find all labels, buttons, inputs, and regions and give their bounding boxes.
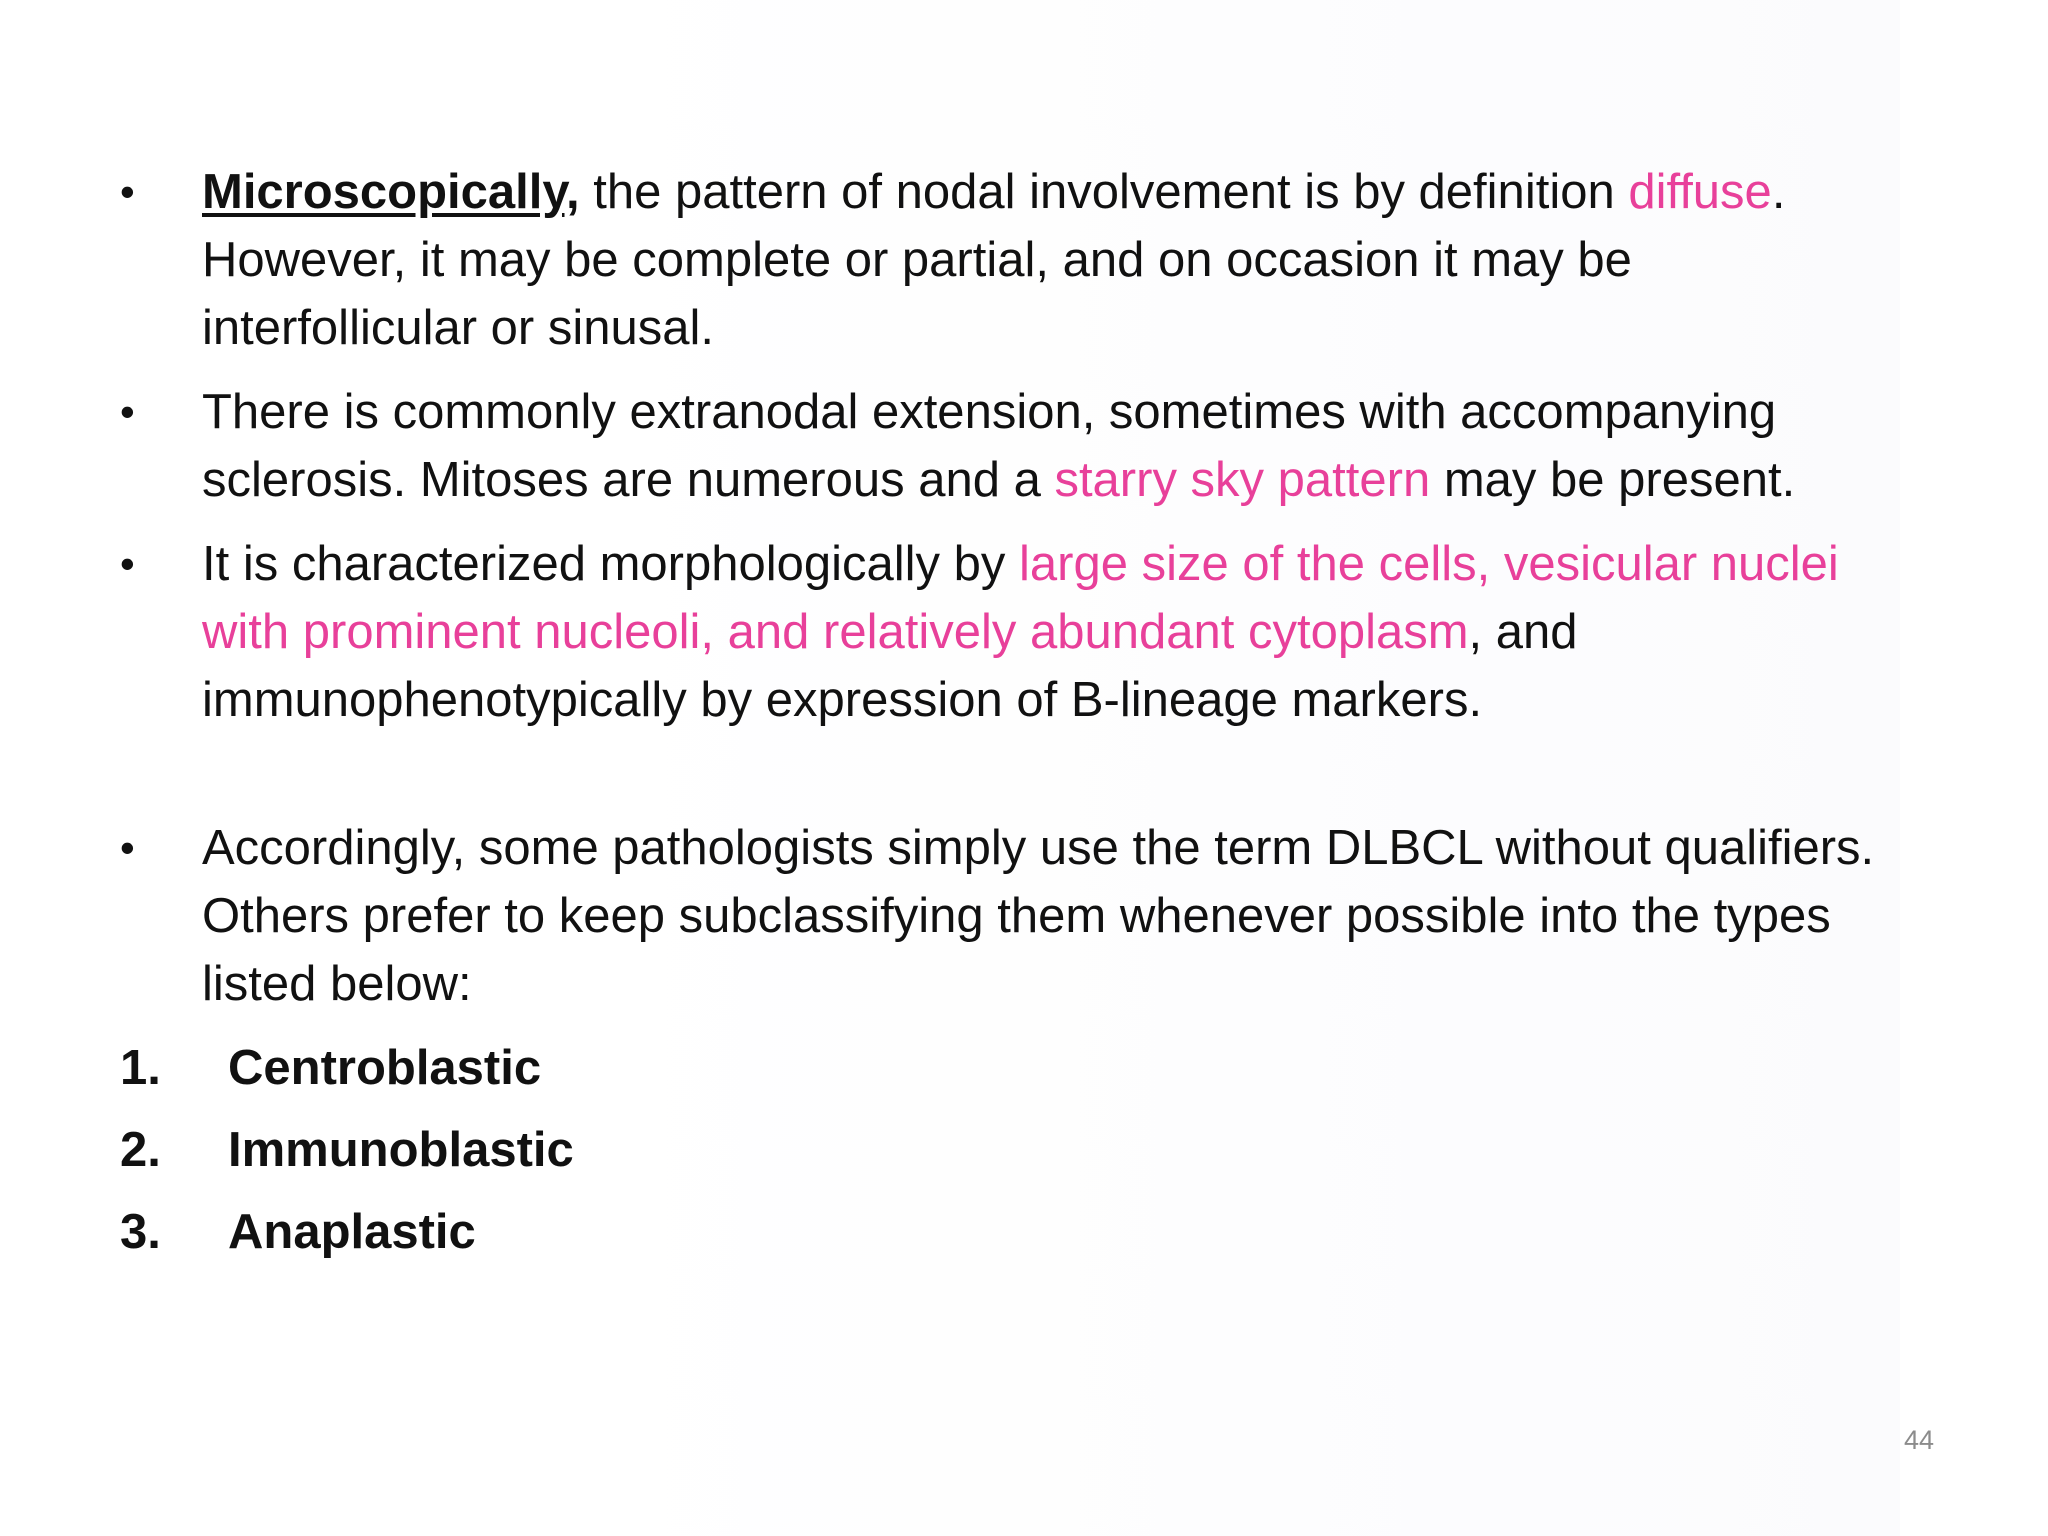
bullet-text: , and immunophenotypically by expression of B-lineage markers. <box>202 605 1578 727</box>
bullet-glyph: • <box>120 540 135 587</box>
highlight-text: diffuse <box>1628 165 1772 219</box>
type-item-centroblastic <box>120 1034 1920 1102</box>
bullet-subclassification <box>120 814 1920 1018</box>
bullet-glyph: • <box>120 168 135 215</box>
bullet-text: Accordingly, some pathologists simply use the term DLBCL without qualifiers. Others prefer to keep subclassifying them whenever possible into the types listed below: <box>202 821 1875 1011</box>
type-item-immunoblastic <box>120 1116 1920 1184</box>
list-number: 3. <box>120 1205 161 1259</box>
type-label: Centroblastic <box>228 1041 542 1095</box>
bullet-text: . However, it may be complete or partial, and on occasion it may be interfollicular or sinusal. <box>202 165 1786 355</box>
bullet-microscopically <box>120 158 1920 362</box>
bullet-morphology <box>120 530 1920 734</box>
list-number: 2. <box>120 1123 161 1177</box>
bullet-text: It is characterized morphologically by <box>202 537 1020 591</box>
type-item-anaplastic <box>120 1198 1920 1266</box>
slide-content <box>120 158 1920 1280</box>
highlight-text: large size of the cells, vesicular nuclei with prominent nucleoli, and relatively abundant cytoplasm <box>202 537 1839 659</box>
bullet-extranodal <box>120 378 1920 514</box>
bullet-text: may be present. <box>1430 453 1796 507</box>
bullet-lead-term: Microscopically, <box>202 165 580 219</box>
type-label: Immunoblastic <box>228 1123 574 1177</box>
bullet-glyph: • <box>120 388 135 435</box>
bullet-text: the pattern of nodal involvement is by definition <box>579 165 1629 219</box>
list-number: 1. <box>120 1041 161 1095</box>
slide-number: 44 <box>1903 1425 1934 1455</box>
type-label: Anaplastic <box>228 1205 476 1259</box>
bullet-text: There is commonly extranodal extension, sometimes with accompanying sclerosis. Mitoses are numerous and a <box>202 385 1777 507</box>
highlight-text: starry sky pattern <box>1054 453 1431 507</box>
bullet-glyph: • <box>120 824 135 871</box>
